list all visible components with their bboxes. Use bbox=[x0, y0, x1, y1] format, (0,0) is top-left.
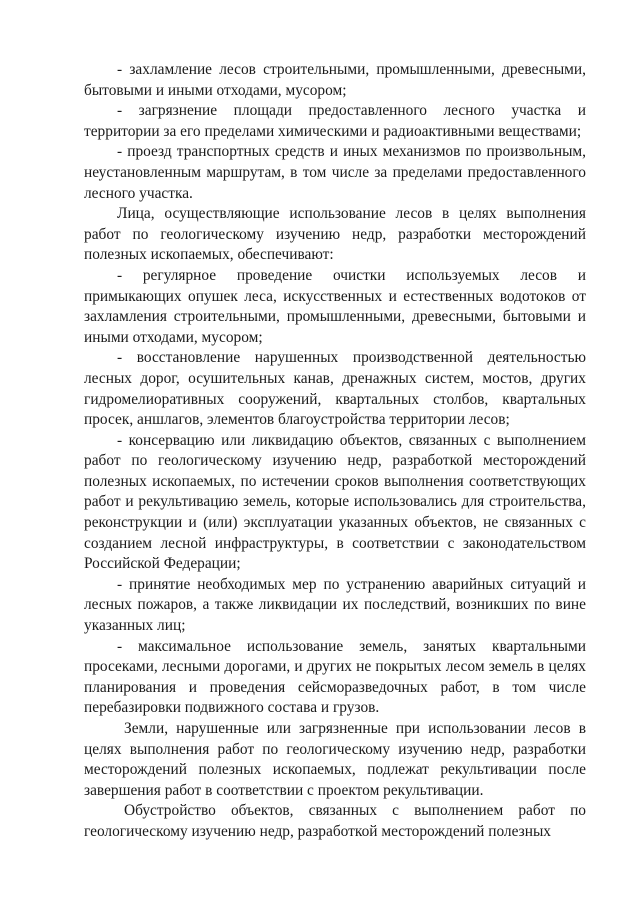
paragraph-regular-cleaning: - регулярное проведение очистки используемых лесов и примыкающих опушек леса, искусственных и естественных водотоков от захламления строительными, промышленными, древесными, бытовыми и иными отходами, мусором; bbox=[84, 266, 586, 346]
paragraph-littering: - захламление лесов строительными, промышленными, древесными, бытовыми и иными отходами, мусором; bbox=[84, 61, 586, 99]
paragraph-conservation: - консервацию или ликвидацию объектов, связанных с выполнением работ по геологическому изучению недр, разработкой месторождений полезных ископаемых, по истечении сроков выполнения соответствующих работ и рекультивацию земель, которые использовались для строительства, реконструкции и (или) эксплуатации указанных объектов, не связанных с созданием лесной инфраструктуры, в соответствии с законодательством Российской Федерации; bbox=[84, 431, 586, 573]
paragraph-facilities: Обустройство объектов, связанных с выполнением работ по геологическому изучению недр, разработкой месторождений полезных bbox=[84, 802, 586, 840]
paragraph-obligations-intro: Лица, осуществляющие использование лесов в целях выполнения работ по геологическому изучению недр, разработки месторождений полезных ископаемых, обеспечивают: bbox=[84, 205, 586, 264]
paragraph-chemical-pollution: - загрязнение площади предоставленного лесного участка и территории за его пределами химическими и радиоактивными веществами; bbox=[84, 102, 586, 140]
paragraph-land-use: - максимальное использование земель, занятых квартальными просеками, лесными дорогами, и других не покрытых лесом земель в целях планирования и проведения сейсморазведочных работ, в том числе перебазировки подвижного состава и грузов. bbox=[84, 637, 586, 717]
paragraph-recultivation: Земли, нарушенные или загрязненные при использовании лесов в целях выполнения работ по геологическому изучению недр, разработки месторождений полезных ископаемых, подлежат рекультивации после завершения работ в соответствии с проектом рекультивации. bbox=[84, 720, 586, 799]
paragraph-emergency-measures: - принятие необходимых мер по устранению аварийных ситуаций и лесных пожаров, а также ликвидации их последствий, возникших по вине указанных лиц; bbox=[84, 575, 586, 635]
paragraph-restoration: - восстановление нарушенных производственной деятельностью лесных дорог, осушительных канав, дренажных систем, мостов, других гидромелиоративных сооружений, квартальных столбов, квартальных просек, аншлагов, элементов благоустройства территории лесов; bbox=[84, 349, 586, 429]
paragraph-vehicle-passage: - проезд транспортных средств и иных механизмов по произвольным, неустановленным маршрутам, в том числе за пределами предоставленного лесного участка. bbox=[84, 143, 586, 202]
